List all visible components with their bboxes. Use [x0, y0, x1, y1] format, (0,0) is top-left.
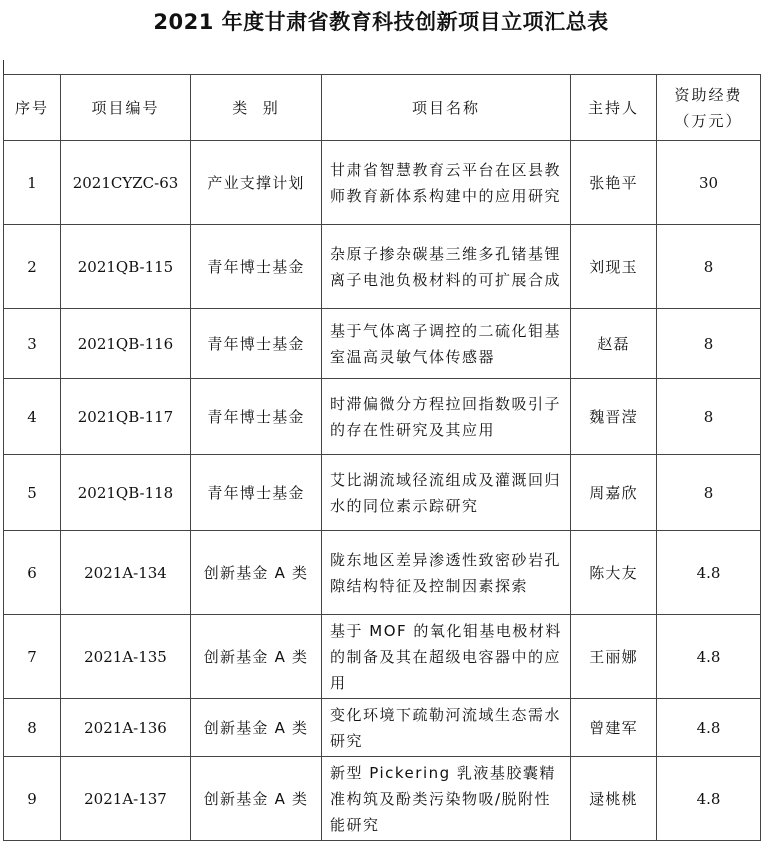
row-category: 创新基金 A 类 — [191, 531, 322, 615]
row-code: 2021QB-115 — [61, 225, 191, 309]
row-name: 陇东地区差异渗透性致密砂岩孔隙结构特征及控制因素探索 — [322, 531, 571, 615]
row-name: 甘肃省智慧教育云平台在区县教师教育新体系构建中的应用研究 — [322, 141, 571, 225]
header-category: 类 别 — [191, 75, 322, 141]
row-code: 2021A-134 — [61, 531, 191, 615]
row-index: 3 — [4, 309, 61, 379]
row-code: 2021QB-118 — [61, 455, 191, 531]
row-leader: 陈大友 — [571, 531, 657, 615]
table-row — [4, 309, 761, 379]
table-row — [4, 141, 761, 225]
page-title: 2021 年度甘肃省教育科技创新项目立项汇总表 — [153, 10, 609, 34]
row-name: 变化环境下疏勒河流域生态需水研究 — [322, 699, 571, 757]
table-row — [4, 615, 761, 699]
row-name: 杂原子掺杂碳基三维多孔锗基锂离子电池负极材料的可扩展合成 — [322, 225, 571, 309]
row-funding: 8 — [657, 309, 761, 379]
table-row — [4, 225, 761, 309]
header-funding-line1: 资助经费 — [674, 85, 743, 104]
row-name: 时滞偏微分方程拉回指数吸引子的存在性研究及其应用 — [322, 379, 571, 455]
row-leader: 魏晋滢 — [571, 379, 657, 455]
table-row — [4, 379, 761, 455]
row-index: 1 — [4, 141, 61, 225]
table-row — [4, 699, 761, 757]
row-code: 2021A-137 — [61, 757, 191, 841]
row-leader: 刘现玉 — [571, 225, 657, 309]
row-name: 艾比湖流域径流组成及灌溉回归水的同位素示踪研究 — [322, 455, 571, 531]
row-leader: 张艳平 — [571, 141, 657, 225]
header-index: 序号 — [4, 75, 61, 141]
row-name: 新型 Pickering 乳液基胶囊精准构筑及酚类污染物吸/脱附性能研究 — [322, 757, 571, 841]
row-category: 创新基金 A 类 — [191, 757, 322, 841]
row-category: 创新基金 A 类 — [191, 615, 322, 699]
row-index: 8 — [4, 699, 61, 757]
table-row — [4, 455, 761, 531]
row-code: 2021QB-116 — [61, 309, 191, 379]
row-code: 2021CYZC-63 — [61, 141, 191, 225]
table-edge-mark — [3, 60, 4, 74]
row-funding: 8 — [657, 225, 761, 309]
row-category: 青年博士基金 — [191, 455, 322, 531]
row-funding: 4.8 — [657, 699, 761, 757]
row-code: 2021A-135 — [61, 615, 191, 699]
row-index: 7 — [4, 615, 61, 699]
row-category: 产业支撑计划 — [191, 141, 322, 225]
row-name: 基于气体离子调控的二硫化钼基室温高灵敏气体传感器 — [322, 309, 571, 379]
row-category: 创新基金 A 类 — [191, 699, 322, 757]
row-leader: 周嘉欣 — [571, 455, 657, 531]
row-leader: 逯桃桃 — [571, 757, 657, 841]
row-leader: 曾建军 — [571, 699, 657, 757]
row-funding: 4.8 — [657, 757, 761, 841]
project-table — [3, 74, 761, 841]
row-name: 基于 MOF 的氧化钼基电极材料的制备及其在超级电容器中的应用 — [322, 615, 571, 699]
table-row — [4, 531, 761, 615]
header-leader: 主持人 — [571, 75, 657, 141]
row-category: 青年博士基金 — [191, 225, 322, 309]
row-code: 2021A-136 — [61, 699, 191, 757]
row-category: 青年博士基金 — [191, 309, 322, 379]
header-funding — [657, 75, 761, 141]
row-index: 4 — [4, 379, 61, 455]
row-index: 2 — [4, 225, 61, 309]
header-code: 项目编号 — [61, 75, 191, 141]
row-funding: 4.8 — [657, 615, 761, 699]
header-name: 项目名称 — [322, 75, 571, 141]
row-category: 青年博士基金 — [191, 379, 322, 455]
row-leader: 王丽娜 — [571, 615, 657, 699]
table-row — [4, 757, 761, 841]
row-index: 9 — [4, 757, 61, 841]
row-funding: 8 — [657, 379, 761, 455]
row-funding: 30 — [657, 141, 761, 225]
row-funding: 4.8 — [657, 531, 761, 615]
row-index: 5 — [4, 455, 61, 531]
row-leader: 赵磊 — [571, 309, 657, 379]
row-funding: 8 — [657, 455, 761, 531]
row-index: 6 — [4, 531, 61, 615]
row-code: 2021QB-117 — [61, 379, 191, 455]
header-funding-line2: （万元） — [674, 111, 743, 130]
table-header-row — [4, 75, 761, 141]
